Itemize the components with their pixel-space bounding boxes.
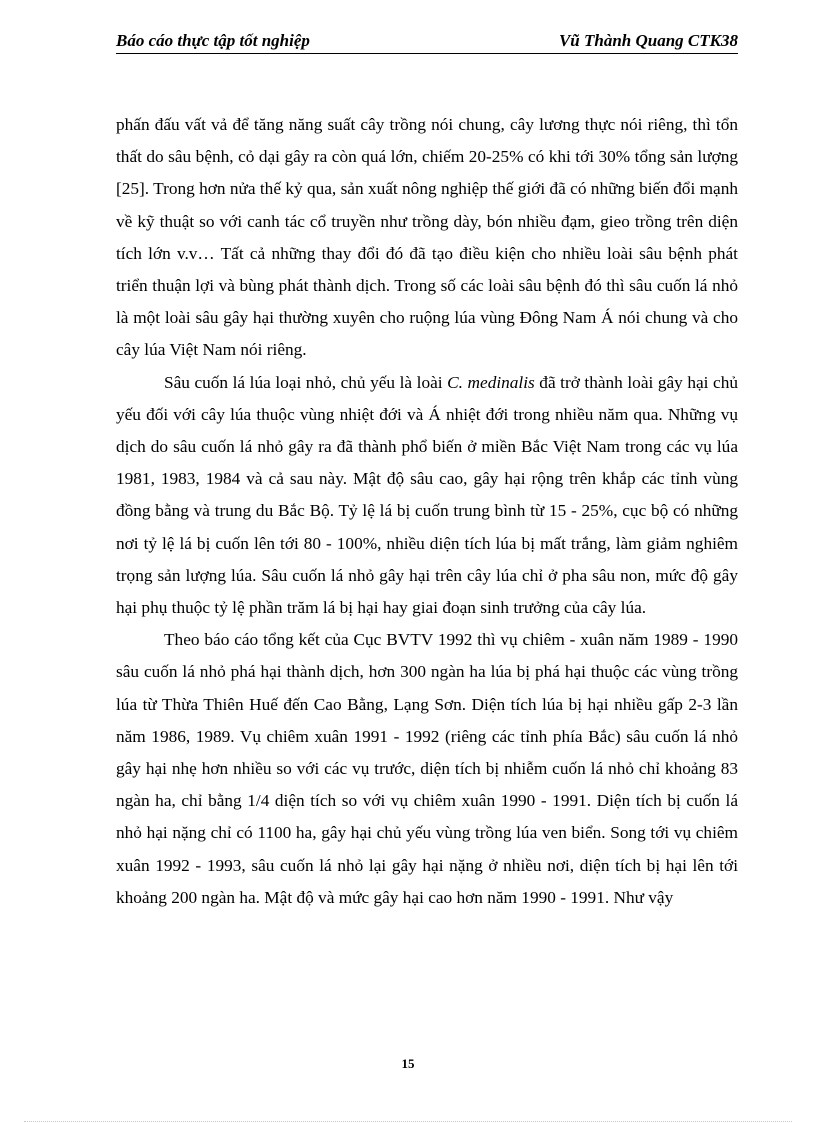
page-bottom-divider bbox=[24, 1121, 792, 1122]
body-text bbox=[116, 109, 738, 914]
paragraph-2-rest: đã trở thành loài gây hại chủ yếu đối với cây lúa thuộc vùng nhiệt đới và Á nhiệt đới trong nhiều năm qua. Những vụ dịch do sâu cuốn lá nhỏ gây ra đã thành phổ biến ở miền Bắc Việt Nam trong các vụ lúa 1981, 1983, 1984 và cả sau này. Mật độ sâu cao, gây hại rộng trên khắp các tỉnh vùng đồng bằng và trung du Bắc Bộ. Tỷ lệ lá bị cuốn trung bình từ 15 - 25%, cục bộ có những nơi tỷ lệ lá bị cuốn lên tới 80 - 100%, nhiều diện tích lúa bị mất trắng, làm giảm nghiêm trọng sản lượng lúa. Sâu cuốn lá nhỏ gây hại trên cây lúa chỉ ở pha sâu non, mức độ gây hại phụ thuộc tỷ lệ phần trăm lá bị hại hay giai đoạn sinh trưởng của cây lúa. bbox=[116, 372, 738, 618]
paragraph-2-start: Sâu cuốn lá lúa loại nhỏ, chủ yếu là loài bbox=[164, 372, 448, 392]
header-author: Vũ Thành Quang CTK38 bbox=[558, 31, 738, 50]
header-report-title: Báo cáo thực tập tốt nghiệp bbox=[116, 31, 310, 50]
page-header bbox=[116, 31, 738, 54]
species-name: C. medinalis bbox=[447, 372, 535, 392]
paragraph-3: Theo báo cáo tổng kết của Cục BVTV 1992 thì vụ chiêm - xuân năm 1989 - 1990 sâu cuốn lá nhỏ phá hại thành dịch, hơn 300 ngàn ha lúa bị phá hại thuộc các vùng trồng lúa từ Thừa Thiên Huế đến Cao Bằng, Lạng Sơn. Diện tích lúa bị hại nhiều gấp 2-3 lần năm 1986, 1989. Vụ chiêm xuân 1991 - 1992 (riêng các tỉnh phía Bắc) sâu cuốn lá nhỏ gây hại nhẹ hơn nhiều so với các vụ trước, diện tích bị nhiễm cuốn lá nhỏ chỉ khoảng 83 ngàn ha, chỉ bằng 1/4 diện tích so với vụ chiêm xuân 1990 - 1991. Diện tích bị cuốn lá nhỏ hại nặng chỉ có 1100 ha, gây hại chủ yếu vùng trồng lúa ven biển. Song tới vụ chiêm xuân 1992 - 1993, sâu cuốn lá nhỏ lại gây hại nặng ở nhiều nơi, diện tích bị hại lên tới khoảng 200 ngàn ha. Mật độ và mức gây hại cao hơn năm 1990 - 1991. Như vậy bbox=[116, 630, 738, 907]
page-number: 15 bbox=[401, 1056, 415, 1071]
paragraph-1: phấn đấu vất vả để tăng năng suất cây trồng nói chung, cây lương thực nói riêng, thì tổn thất do sâu bệnh, cỏ dại gây ra còn quá lớn, chiếm 20-25% có khi tới 30% tổng sản lượng [25]. Trong hơn nửa thế kỷ qua, sản xuất nông nghiệp thế giới đã có những biến đổi mạnh về kỹ thuật so với canh tác cổ truyền như trồng dày, bón nhiều đạm, gieo trồng trên diện tích lớn v.v… Tất cả những thay đổi đó đã tạo điều kiện cho nhiều loài sâu bệnh phát triển thuận lợi và bùng phát thành dịch. Trong số các loài sâu bệnh đó thì sâu cuốn lá nhỏ là một loài sâu gây hại thường xuyên cho ruộng lúa vùng Đông Nam Á nói chung và cho cây lúa Việt Nam nói riêng. bbox=[116, 115, 738, 360]
paragraph-2 bbox=[116, 367, 738, 625]
